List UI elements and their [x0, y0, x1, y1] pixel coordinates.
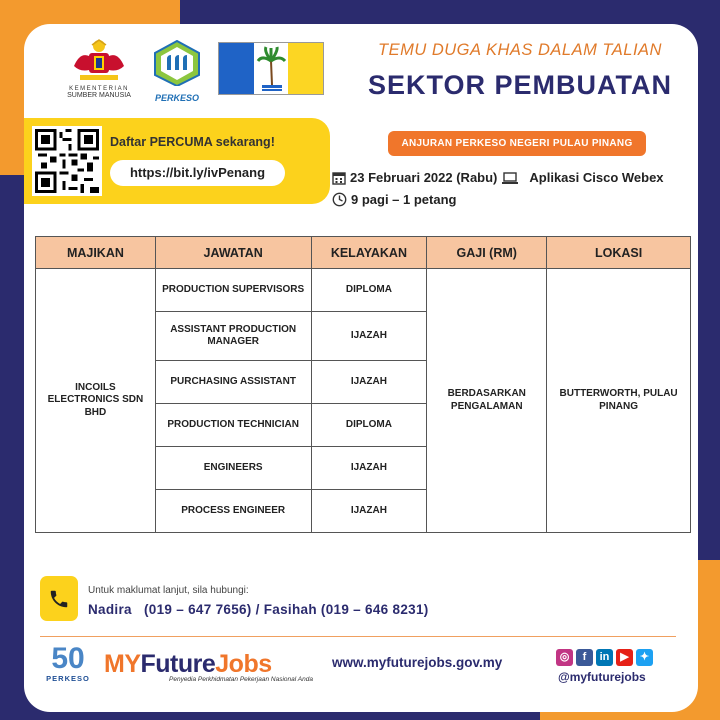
perkeso-50-logo — [42, 644, 94, 683]
qualification-cell: DIPLOMA — [311, 404, 427, 447]
twitter-icon[interactable]: ✦ — [636, 649, 653, 666]
phone-icon — [40, 576, 78, 621]
poster-subtitle: TEMU DUGA KHAS DALAM TALIAN — [378, 41, 662, 59]
poster-title: SEKTOR PEMBUATAN — [367, 70, 672, 100]
perkeso-label: PERKESO — [154, 93, 199, 103]
event-date-line — [332, 170, 664, 185]
event-time: 9 pagi – 1 petang — [351, 192, 457, 207]
ministry-caption-2: SUMBER MANUSIA — [67, 92, 131, 99]
calendar-icon — [332, 171, 346, 185]
event-platform: Aplikasi Cisco Webex — [529, 170, 664, 185]
table-row — [36, 269, 691, 312]
header-employer: MAJIKAN — [36, 237, 156, 269]
jobs-table — [35, 236, 691, 533]
youtube-icon[interactable]: ▶ — [616, 649, 633, 666]
contact-label: Untuk maklumat lanjut, sila hubungi: — [88, 585, 249, 596]
position-cell: PURCHASING ASSISTANT — [155, 361, 311, 404]
event-time-line — [332, 192, 456, 207]
qualification-cell: IJAZAH — [311, 490, 427, 533]
position-cell: ENGINEERS — [155, 447, 311, 490]
ministry-caption-1: KEMENTERIAN — [69, 86, 129, 92]
position-cell: ASSISTANT PRODUCTION MANAGER — [155, 312, 311, 361]
facebook-icon[interactable]: f — [576, 649, 593, 666]
perkeso-logo — [148, 40, 206, 103]
contact-numbers: Nadira (019 – 647 7656) / Fasihah (019 – 646 8231) — [88, 602, 429, 617]
poster-card — [24, 24, 698, 712]
brand-future: Future — [140, 650, 216, 678]
penang-flag — [218, 42, 324, 95]
salary-cell: BERDASARKAN PENGALAMAN — [427, 269, 547, 533]
clock-icon — [332, 192, 347, 207]
register-label: Daftar PERCUMA sekarang! — [110, 135, 275, 149]
qualification-cell: DIPLOMA — [311, 269, 427, 312]
brand-jobs: Jobs — [215, 650, 272, 678]
organizer-badge: ANJURAN PERKESO NEGERI PULAU PINANG — [388, 131, 646, 156]
linkedin-icon[interactable]: in — [596, 649, 613, 666]
position-cell: PROCESS ENGINEER — [155, 490, 311, 533]
ministry-logo — [54, 38, 144, 99]
website-link[interactable]: www.myfuturejobs.gov.my — [332, 655, 503, 670]
registration-link[interactable]: https://bit.ly/ivPenang — [110, 160, 285, 186]
event-date: 23 Februari 2022 (Rabu) — [350, 170, 498, 185]
registration-banner — [24, 118, 330, 204]
employer-cell: INCOILS ELECTRONICS SDN BHD — [36, 269, 156, 533]
qualification-cell: IJAZAH — [311, 447, 427, 490]
brand-tagline: Penyedia Perkhidmatan Pekerjaan Nasional Anda — [169, 676, 313, 683]
perkeso-emblem-icon — [152, 40, 202, 86]
instagram-icon[interactable]: ◎ — [556, 649, 573, 666]
social-handle[interactable]: @myfuturejobs — [558, 670, 646, 684]
qualification-cell: IJAZAH — [311, 312, 427, 361]
anniversary-number: 50 — [51, 642, 85, 675]
myfuturejobs-logo — [104, 650, 272, 679]
anniversary-caption: PERKESO — [46, 674, 90, 683]
palm-tree-icon — [254, 43, 289, 94]
laptop-icon — [501, 171, 519, 185]
location-cell: BUTTERWORTH, PULAU PINANG — [547, 269, 691, 533]
header-qualification: KELAYAKAN — [311, 237, 427, 269]
header-salary: GAJI (RM) — [427, 237, 547, 269]
qualification-cell: IJAZAH — [311, 361, 427, 404]
qr-code-icon[interactable] — [32, 126, 102, 196]
coat-of-arms-icon — [70, 38, 128, 82]
position-cell: PRODUCTION TECHNICIAN — [155, 404, 311, 447]
social-icons — [556, 649, 653, 666]
header-position: JAWATAN — [155, 237, 311, 269]
position-cell: PRODUCTION SUPERVISORS — [155, 269, 311, 312]
table-header-row — [36, 237, 691, 269]
brand-my: MY — [104, 650, 141, 678]
header-location: LOKASI — [547, 237, 691, 269]
footer-divider — [40, 636, 676, 637]
